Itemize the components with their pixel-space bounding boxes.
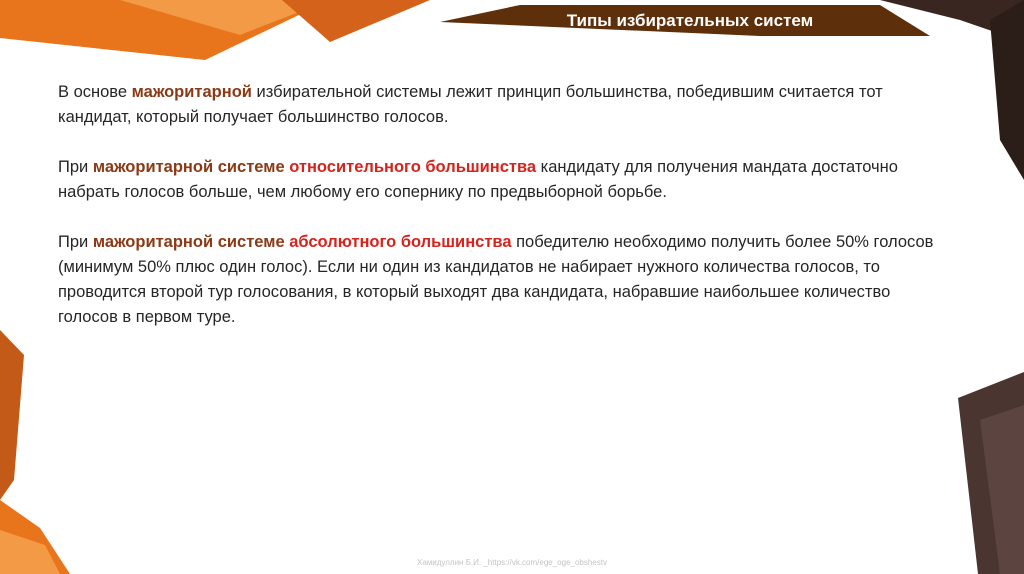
highlighted-term: мажоритарной (131, 83, 252, 101)
highlighted-term: мажоритарной системе (92, 233, 285, 251)
paragraph-text: избирательной системы лежит принцип большинства, победившим считается тот кандидат, который получает большинство голосов. (58, 83, 883, 126)
highlighted-term: мажоритарной системе (92, 158, 285, 176)
highlighted-term: абсолютного большинства (289, 233, 512, 251)
orange-shard-left-mid (0, 330, 24, 500)
footer-credit: Хамидуллин Б.И. _https://vk.com/ege_oge_obshestv (417, 558, 607, 567)
paragraph-3 (58, 230, 938, 330)
paragraph-1 (58, 80, 938, 130)
paragraph-text: победителю необходимо получить более 50% голосов (минимум 50% плюс один голос). Если ни один из кандидатов не набирает нужного количества голосов, то проводится второй тур голосования, в который выходят два кандидата, набравшие наибольшее количество голосов в первом туре. (58, 233, 934, 326)
paragraph-2 (58, 155, 938, 205)
orange-shard-top-center (282, 0, 430, 42)
paragraph-text: В основе (58, 83, 132, 101)
paragraph-text: При (58, 158, 93, 176)
slide-content (58, 80, 938, 355)
slide-title: Типы избирательных систем (566, 11, 814, 30)
paragraph-text: При (58, 233, 93, 251)
paragraph-text: кандидату для получения мандата достаточно набрать голосов больше, чем любому его сопернику по предвыборной борьбе. (58, 158, 898, 201)
dark-shard-right-edge (990, 0, 1024, 180)
highlighted-term: относительного большинства (289, 158, 537, 176)
